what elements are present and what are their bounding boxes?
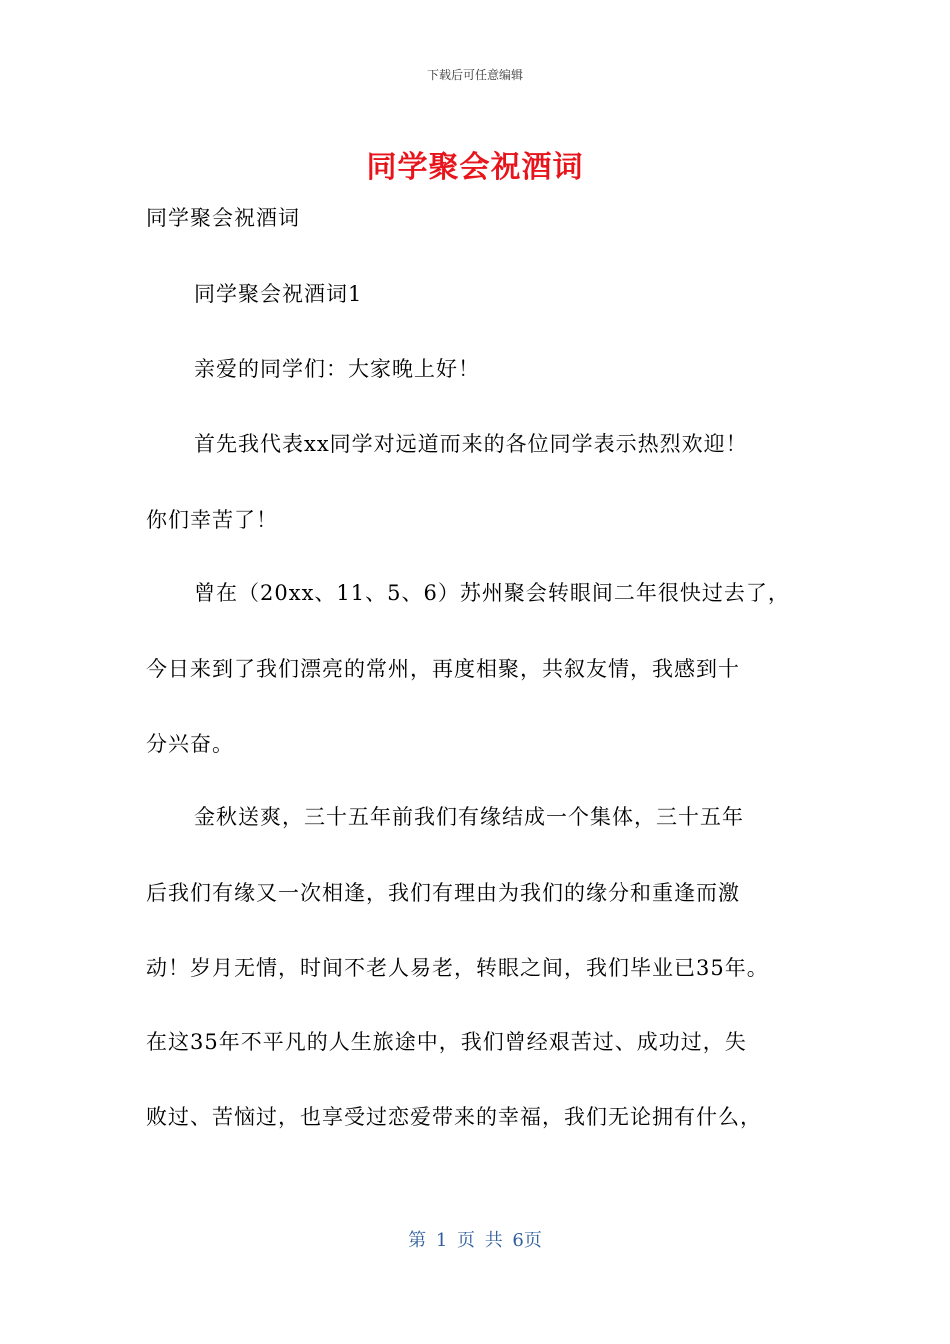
body-line: 在这35年不平凡的人生旅途中，我们曾经艰苦过、成功过，失 xyxy=(146,1030,747,1054)
body-line: 亲爱的同学们：大家晚上好！ xyxy=(194,357,480,381)
body-line: 同学聚会祝酒词 xyxy=(146,206,300,230)
body-line: 你们幸苦了！ xyxy=(146,508,278,532)
body-line: 动！岁月无情，时间不老人易老，转眼之间，我们毕业已35年。 xyxy=(146,956,769,980)
body-line: 今日来到了我们漂亮的常州，再度相聚，共叙友情，我感到十 xyxy=(146,657,740,681)
page-number-footer: 第 1 页 共 6页 xyxy=(408,1230,542,1251)
body-line: 同学聚会祝酒词1 xyxy=(194,282,363,306)
body-line: 曾在（20xx、11、5、6）苏州聚会转眼间二年很快过去了， xyxy=(194,581,790,605)
header-note: 下载后可任意编辑 xyxy=(426,68,523,82)
body-line: 首先我代表xx同学对远道而来的各位同学表示热烈欢迎！ xyxy=(194,432,748,456)
body-line: 后我们有缘又一次相逢，我们有理由为我们的缘分和重逢而激 xyxy=(146,881,740,905)
body-line: 金秋送爽，三十五年前我们有缘结成一个集体，三十五年 xyxy=(194,805,744,829)
document-title: 同学聚会祝酒词 xyxy=(366,150,584,185)
body-line: 分兴奋。 xyxy=(146,732,234,756)
body-line: 败过、苦恼过，也享受过恋爱带来的幸福，我们无论拥有什么， xyxy=(146,1105,762,1129)
